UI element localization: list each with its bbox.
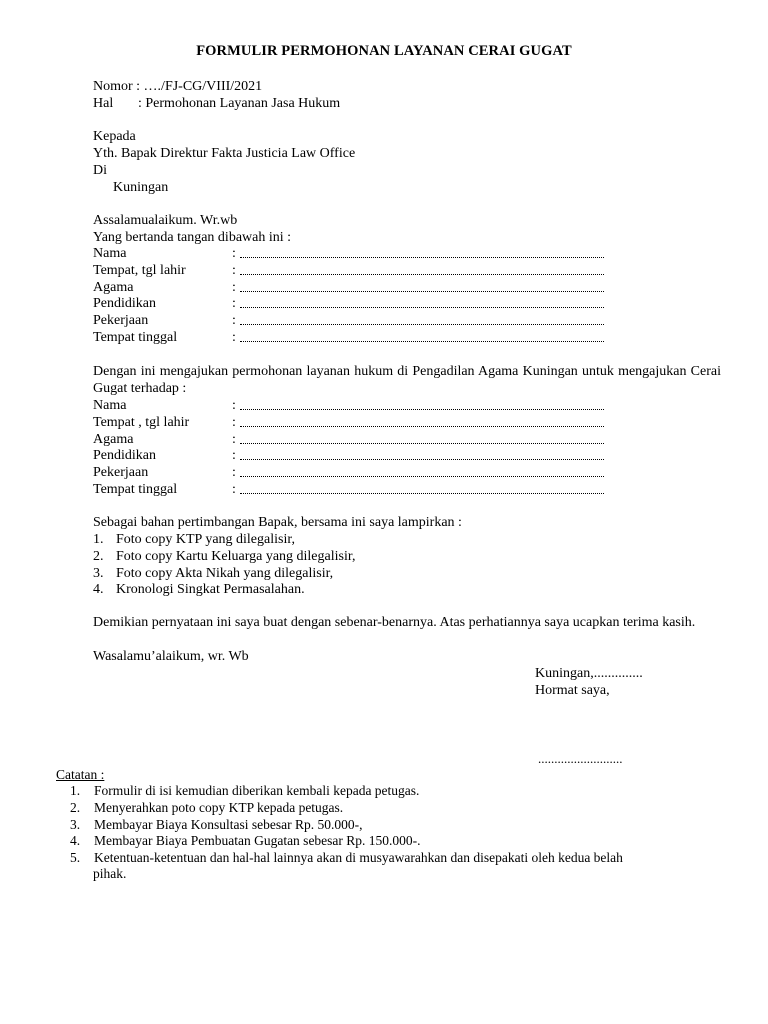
field-label: Agama — [93, 279, 134, 295]
notes-item-continuation: pihak. — [93, 866, 127, 881]
document-title: FORMULIR PERMOHONAN LAYANAN CERAI GUGAT — [196, 43, 572, 59]
list-item-text: Menyerahkan poto copy KTP kepada petugas. — [94, 799, 344, 815]
field-label: Pendidikan — [93, 448, 156, 464]
field-label: Nama — [93, 398, 127, 413]
applicant-intro: Yang bertanda tangan dibawah ini : — [93, 230, 292, 245]
fill-in-dotted-line[interactable] — [240, 257, 604, 258]
fill-in-dotted-line[interactable] — [240, 426, 604, 427]
field-label: Pekerjaan — [93, 465, 149, 481]
fill-in-dotted-line[interactable] — [240, 291, 604, 292]
recipient-city: Kuningan — [113, 180, 169, 195]
field-colon: : — [232, 262, 236, 278]
list-item-text: Foto copy KTP yang dilegalisir, — [116, 532, 295, 547]
field-colon: : — [232, 279, 236, 295]
fill-in-dotted-line[interactable] — [240, 459, 604, 460]
field-label: Pendidikan — [93, 296, 156, 312]
field-colon: : — [232, 398, 236, 413]
closing-salutation: Wasalamu’alaikum, wr. Wb — [93, 649, 249, 664]
list-item-number: 2. — [70, 799, 81, 815]
list-item-text: Membayar Biaya Pembuatan Gugatan sebesar Rp. 150.000-. — [94, 833, 421, 849]
field-colon: : — [232, 296, 236, 312]
fill-in-dotted-line[interactable] — [240, 476, 604, 477]
list-item-number: 4. — [93, 582, 104, 598]
request-paragraph: Dengan ini mengajukan permohonan layanan hukum di Pengadilan Agama Kuningan untuk mengajukan Cerai Gugat terhadap : — [93, 364, 721, 396]
list-item-number: 3. — [70, 816, 81, 832]
greeting: Assalamualaikum. Wr.wb — [93, 213, 238, 228]
field-label: Tempat tinggal — [93, 482, 178, 497]
field-label: Tempat, tgl lahir — [93, 262, 186, 278]
list-item-text: Ketentuan-ketentuan dan hal-hal lainnya akan di musyawarahkan dan disepakati oleh kedua belah — [94, 850, 623, 866]
regards: Hormat saya, — [535, 683, 610, 698]
field-colon: : — [232, 482, 236, 497]
kepada-label: Kepada — [93, 129, 136, 144]
fill-in-dotted-line[interactable] — [240, 409, 604, 410]
fill-in-dotted-line[interactable] — [240, 307, 604, 308]
list-item-text: Foto copy Akta Nikah yang dilegalisir, — [116, 565, 334, 581]
list-item-number: 2. — [93, 548, 104, 564]
list-item-text: Membayar Biaya Konsultasi sebesar Rp. 50.000-, — [94, 816, 363, 832]
hal-label: Hal — [93, 96, 114, 111]
field-colon: : — [232, 448, 236, 464]
list-item-text: Kronologi Singkat Permasalahan. — [116, 582, 305, 598]
list-item-number: 1. — [93, 532, 104, 547]
field-colon: : — [232, 431, 236, 447]
field-colon: : — [232, 246, 236, 261]
field-colon: : — [232, 465, 236, 481]
field-label: Pekerjaan — [93, 313, 149, 329]
field-label: Tempat , tgl lahir — [93, 414, 190, 430]
hal-value: : Permohonan Layanan Jasa Hukum — [138, 96, 341, 111]
field-label: Tempat tinggal — [93, 330, 178, 345]
list-item-number: 3. — [93, 565, 104, 581]
field-label: Agama — [93, 431, 134, 447]
fill-in-dotted-line[interactable] — [240, 324, 604, 325]
list-item-text: Foto copy Kartu Keluarga yang dilegalisir, — [116, 548, 356, 564]
field-colon: : — [232, 313, 236, 329]
closing-paragraph: Demikian pernyataan ini saya buat dengan sebenar-benarnya. Atas perhatiannya saya ucapkan terima kasih. — [93, 615, 696, 630]
recipient: Yth. Bapak Direktur Fakta Justicia Law Office — [93, 146, 356, 161]
signature-line: .......................... — [538, 751, 623, 766]
list-item-number: 5. — [70, 850, 81, 866]
list-item-number: 4. — [70, 833, 81, 849]
fill-in-dotted-line[interactable] — [240, 274, 604, 275]
fill-in-dotted-line[interactable] — [240, 493, 604, 494]
list-item-number: 1. — [70, 783, 81, 798]
field-label: Nama — [93, 246, 127, 261]
nomor-line: Nomor : …./FJ-CG/VIII/2021 — [93, 79, 263, 94]
field-colon: : — [232, 330, 236, 345]
fill-in-dotted-line[interactable] — [240, 341, 604, 342]
list-item-text: Formulir di isi kemudian diberikan kembali kepada petugas. — [94, 783, 420, 798]
notes-label: Catatan : — [56, 767, 105, 782]
attachments-intro: Sebagai bahan pertimbangan Bapak, bersama ini saya lampirkan : — [93, 515, 462, 530]
place-date: Kuningan,.............. — [535, 666, 643, 681]
field-colon: : — [232, 414, 236, 430]
di-label: Di — [93, 163, 107, 178]
fill-in-dotted-line[interactable] — [240, 443, 604, 444]
